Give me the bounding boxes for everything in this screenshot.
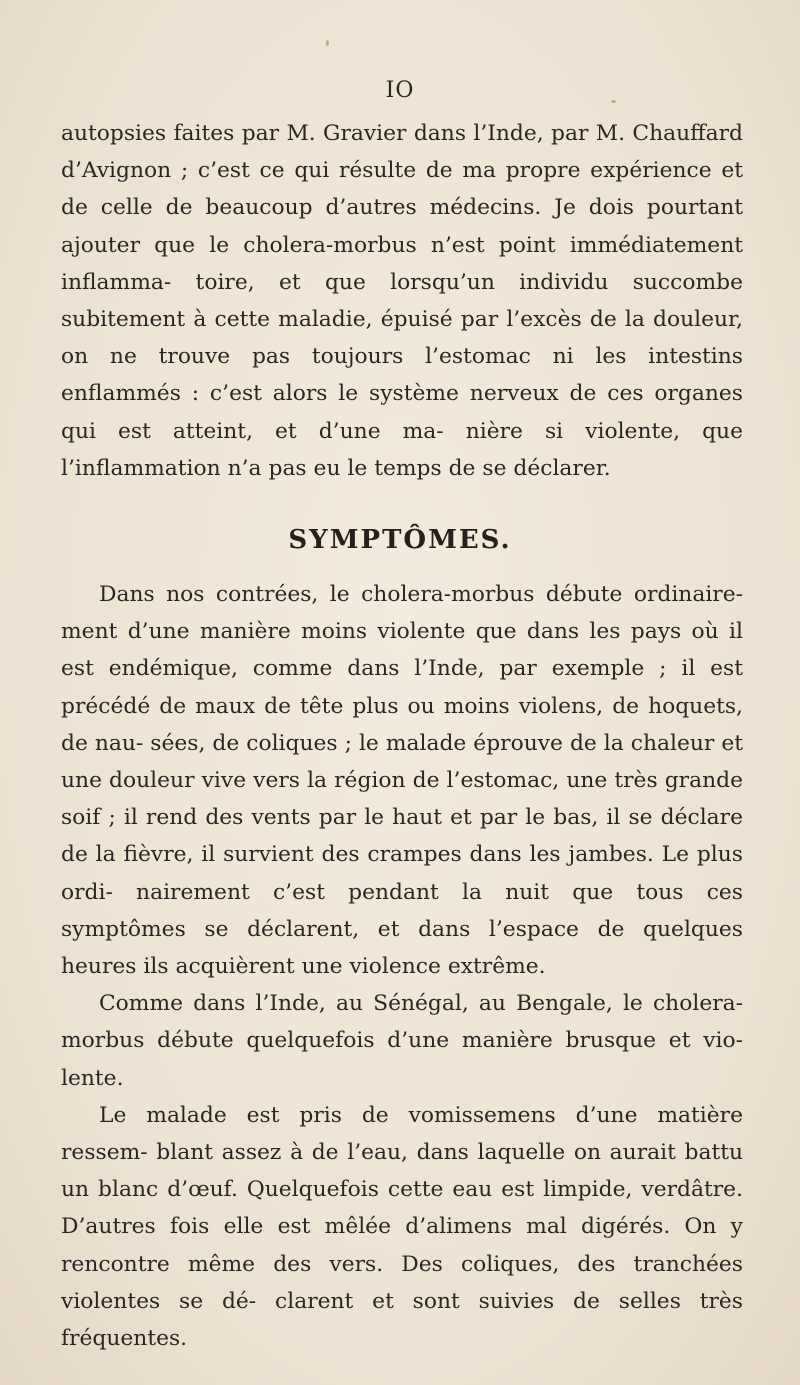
page-number: IO	[385, 78, 415, 103]
section-text	[61, 576, 743, 1357]
paragraph: Dans nos contrées, le cholera-morbus débute ordinaire- ment d’une manière moins violente que dans les pays où il est endémique, comme dans l’Inde, par exemple ; il est précédé de maux de tête plus ou moins violens, de hoquets, de nau- sées, de coliques ; le malade éprouve de la chaleur et une douleur vive vers la région de l’estomac, une très grande soif ; il rend des vents par le haut et par le bas, il se déclare de la fièvre, il survient des crampes dans les jambes. Le plus ordi- nairement c’est pendant la nuit que tous ces symptômes se déclarent, et dans l’espace de quelques heures ils acquièrent une violence extrême.	[61, 582, 743, 980]
paragraph: Le malade est pris de vomissemens d’une matière ressem- blant assez à de l’eau, dans laquelle on aurait battu un blanc d’œuf. Quelquefois cette eau est limpide, verdâtre. D’autres fois elle est mêlée d’alimens mal digérés. On y rencontre même des vers. Des coliques, des tranchées violentes se dé- clarent et sont suivies de selles très fréquentes.	[61, 1102, 743, 1352]
intro-text	[61, 115, 743, 487]
paper-speck	[326, 40, 329, 46]
paragraph: autopsies faites par M. Gravier dans l’Inde, par M. Chauffard d’Avignon ; c’est ce qui résulte de ma propre expérience et de celle de beaucoup d’autres médecins. Je dois pourtant ajouter que le cholera-morbus n’est point immédiatement inflamma- toire, et que lorsqu’un individu succombe subitement à cette maladie, épuisé par l’excès de la douleur, on ne trouve pas toujours l’estomac ni les intestins enflammés : c’est alors le système nerveux de ces organes qui est atteint, et d’une ma- nière si violente, que l’inflammation n’a pas eu le temps de se déclarer.	[61, 121, 743, 481]
paragraph: Comme dans l’Inde, au Sénégal, au Bengale, le cholera- morbus débute quelquefois d’une manière brusque et vio- lente.	[61, 991, 743, 1091]
section-heading: SYMPTÔMES.	[288, 525, 512, 555]
